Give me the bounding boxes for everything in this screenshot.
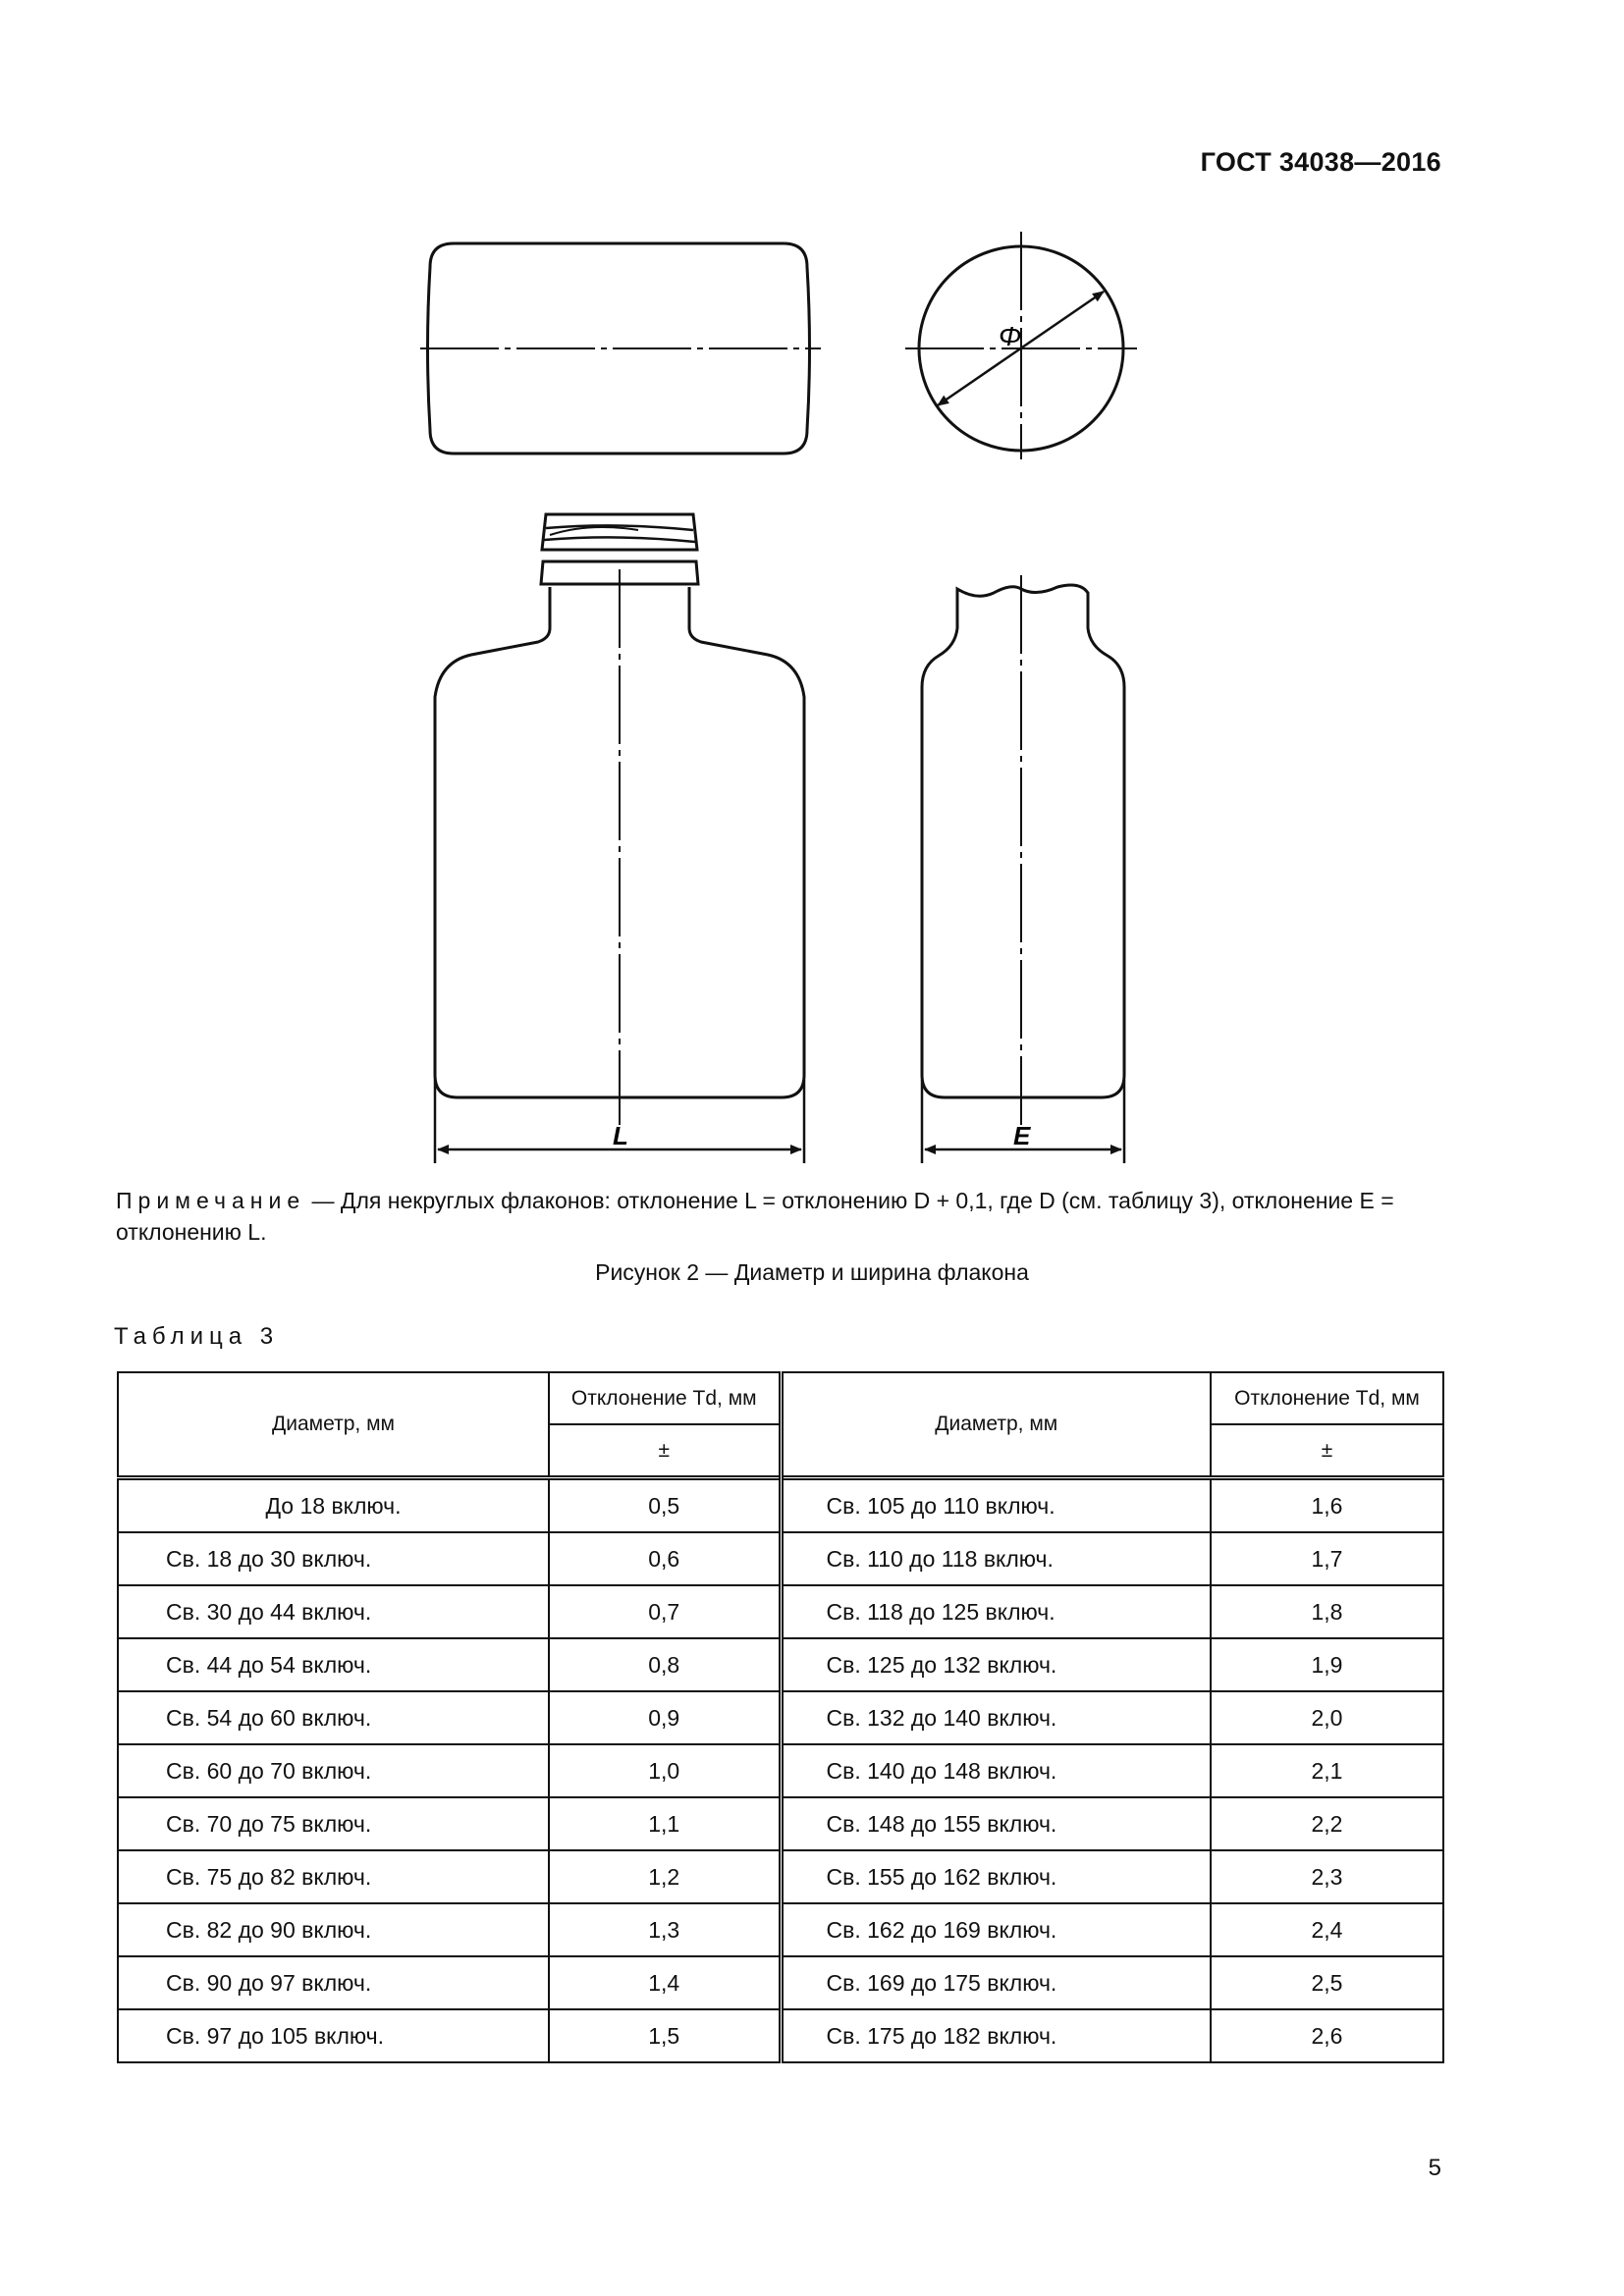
diameter-cell: Св. 60 до 70 включ.: [118, 1744, 549, 1797]
tolerance-cell: 2,2: [1211, 1797, 1443, 1850]
tolerance-cell: 0,7: [549, 1585, 781, 1638]
note-label: Примечание: [116, 1188, 306, 1213]
header-deviation: Отклонение Td, мм: [549, 1372, 781, 1424]
diameter-cell: Св. 110 до 118 включ.: [781, 1532, 1211, 1585]
diameter-cell: Св. 162 до 169 включ.: [781, 1903, 1211, 1956]
tolerance-cell: 1,9: [1211, 1638, 1443, 1691]
diameter-symbol: Φ: [999, 321, 1022, 351]
table-row: [118, 1956, 1443, 2009]
table-row: [118, 2009, 1443, 2062]
tolerance-cell: 1,2: [549, 1850, 781, 1903]
tolerance-cell: 1,8: [1211, 1585, 1443, 1638]
dimension-L-label: L: [613, 1121, 628, 1150]
header-sign: ±: [549, 1424, 781, 1478]
tolerance-cell: 0,9: [549, 1691, 781, 1744]
header-sign: ±: [1211, 1424, 1443, 1478]
diameter-cell: Св. 90 до 97 включ.: [118, 1956, 549, 2009]
figure-note: [116, 1185, 1441, 1248]
diameter-cell: Св. 44 до 54 включ.: [118, 1638, 549, 1691]
diameter-cell: Св. 148 до 155 включ.: [781, 1797, 1211, 1850]
tolerance-cell: 1,4: [549, 1956, 781, 2009]
figure-caption: Рисунок 2 — Диаметр и ширина флакона: [595, 1259, 1029, 1285]
tolerance-cell: 0,5: [549, 1478, 781, 1533]
diameter-cell: Св. 18 до 30 включ.: [118, 1532, 549, 1585]
diameter-cell: Св. 105 до 110 включ.: [781, 1478, 1211, 1533]
tolerance-cell: 2,3: [1211, 1850, 1443, 1903]
table-title: Таблица 3: [114, 1323, 280, 1350]
page-number: 5: [1428, 2155, 1441, 2181]
tolerance-cell: 1,1: [549, 1797, 781, 1850]
note-text: — Для некруглых флаконов: отклонение L = отклонению D + 0,1, где D (см. таблицу 3), отклонение E = отклонению L.: [116, 1188, 1394, 1245]
diameter-cell: Св. 82 до 90 включ.: [118, 1903, 549, 1956]
diameter-cell: Св. 97 до 105 включ.: [118, 2009, 549, 2062]
diameter-cell: Св. 54 до 60 включ.: [118, 1691, 549, 1744]
diameter-cell: Св. 175 до 182 включ.: [781, 2009, 1211, 2062]
tolerance-cell: 0,6: [549, 1532, 781, 1585]
table-row: [118, 1691, 1443, 1744]
tolerance-cell: 0,8: [549, 1638, 781, 1691]
header-deviation: Отклонение Td, мм: [1211, 1372, 1443, 1424]
table-row: [118, 1903, 1443, 1956]
diameter-cell: Св. 132 до 140 включ.: [781, 1691, 1211, 1744]
table-row: [118, 1478, 1443, 1533]
thread: [542, 514, 697, 550]
tolerance-cell: 1,3: [549, 1903, 781, 1956]
tolerance-cell: 1,6: [1211, 1478, 1443, 1533]
tolerance-cell: 1,5: [549, 2009, 781, 2062]
tolerance-cell: 2,0: [1211, 1691, 1443, 1744]
tolerance-cell: 1,7: [1211, 1532, 1443, 1585]
table-row: [118, 1532, 1443, 1585]
header-diameter: Диаметр, мм: [781, 1372, 1211, 1478]
table-row: [118, 1638, 1443, 1691]
diameter-cell: Св. 155 до 162 включ.: [781, 1850, 1211, 1903]
diameter-cell: Св. 70 до 75 включ.: [118, 1797, 549, 1850]
header-diameter: Диаметр, мм: [118, 1372, 549, 1478]
table-row: [118, 1850, 1443, 1903]
tolerance-table: [117, 1371, 1444, 2063]
standard-number: ГОСТ 34038—2016: [1200, 147, 1441, 177]
table-row: [118, 1585, 1443, 1638]
side-bottle-outline: [922, 585, 1124, 1097]
tolerance-cell: 2,1: [1211, 1744, 1443, 1797]
tolerance-cell: 2,4: [1211, 1903, 1443, 1956]
diameter-cell: Св. 125 до 132 включ.: [781, 1638, 1211, 1691]
diameter-cell: До 18 включ.: [118, 1478, 549, 1533]
dimension-E-label: E: [1013, 1121, 1031, 1150]
diameter-cell: Св. 75 до 82 включ.: [118, 1850, 549, 1903]
tolerance-cell: 1,0: [549, 1744, 781, 1797]
diameter-cell: Св. 30 до 44 включ.: [118, 1585, 549, 1638]
table-row: [118, 1797, 1443, 1850]
diameter-cell: Св. 118 до 125 включ.: [781, 1585, 1211, 1638]
tolerance-cell: 2,6: [1211, 2009, 1443, 2062]
table-row: [118, 1744, 1443, 1797]
diameter-cell: Св. 140 до 148 включ.: [781, 1744, 1211, 1797]
diameter-cell: Св. 169 до 175 включ.: [781, 1956, 1211, 2009]
tolerance-cell: 2,5: [1211, 1956, 1443, 2009]
